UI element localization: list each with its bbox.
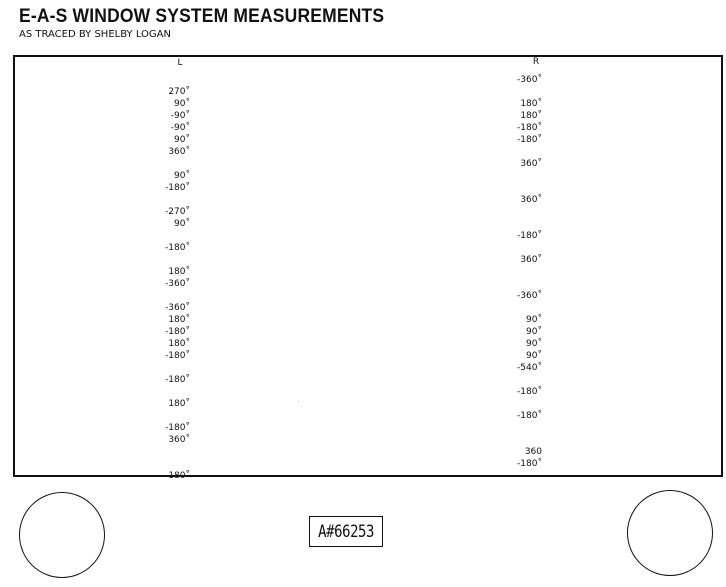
left-measurement: -360˚ bbox=[165, 303, 190, 313]
right-measurement: -180˚ bbox=[517, 387, 542, 397]
left-measurement: 180˚ bbox=[168, 267, 190, 277]
right-measurement: -540˚ bbox=[517, 363, 542, 373]
left-measurement: 180˚ bbox=[168, 315, 190, 325]
left-measurement: 180˚ bbox=[168, 339, 190, 349]
serial-number: A#66253 bbox=[318, 521, 374, 542]
speck-mark bbox=[298, 401, 299, 402]
left-measurement: 90˚ bbox=[174, 135, 190, 145]
right-measurement: 360˚ bbox=[520, 195, 542, 205]
right-measurement: -180˚ bbox=[517, 123, 542, 133]
right-measurement: -180˚ bbox=[517, 411, 542, 421]
right-measurement: 90˚ bbox=[526, 339, 542, 349]
left-wheel-circle bbox=[19, 492, 105, 578]
left-measurement: -180˚ bbox=[165, 243, 190, 253]
right-measurement: -180˚ bbox=[517, 459, 542, 469]
left-column-header: L bbox=[177, 58, 183, 68]
right-wheel-circle bbox=[627, 490, 713, 576]
left-measurement: 180˚ bbox=[168, 399, 190, 409]
right-measurement: 90˚ bbox=[526, 315, 542, 325]
right-measurement: 360˚ bbox=[520, 255, 542, 265]
left-measurement: -180˚ bbox=[165, 327, 190, 337]
left-measurement: 90˚ bbox=[174, 219, 190, 229]
page-subtitle: AS TRACED BY SHELBY LOGAN bbox=[19, 29, 171, 40]
left-measurement: -360˚ bbox=[165, 279, 190, 289]
left-measurement: 180˚ bbox=[168, 471, 190, 481]
right-measurement: -360˚ bbox=[517, 75, 542, 85]
left-measurement: -270˚ bbox=[165, 207, 190, 217]
right-measurement: 360 bbox=[524, 447, 542, 457]
right-measurement: -180˚ bbox=[517, 135, 542, 145]
left-measurement: -90˚ bbox=[170, 111, 190, 121]
window-frame bbox=[13, 55, 723, 477]
left-measurement: -180˚ bbox=[165, 375, 190, 385]
left-measurement: -180˚ bbox=[165, 423, 190, 433]
left-measurement: 360˚ bbox=[168, 147, 190, 157]
right-column-header: R bbox=[532, 57, 540, 67]
left-measurement: 90˚ bbox=[174, 99, 190, 109]
serial-number-box bbox=[309, 516, 383, 547]
right-measurement: -180˚ bbox=[517, 231, 542, 241]
left-measurement: 360˚ bbox=[168, 435, 190, 445]
right-measurement: 360˚ bbox=[520, 159, 542, 169]
right-measurement: 90˚ bbox=[526, 327, 542, 337]
right-measurement: 180˚ bbox=[520, 99, 542, 109]
left-measurement: -180˚ bbox=[165, 183, 190, 193]
left-measurement: -180˚ bbox=[165, 351, 190, 361]
page-title: E-A-S WINDOW SYSTEM MEASUREMENTS bbox=[19, 6, 385, 27]
right-measurement: -360˚ bbox=[517, 291, 542, 301]
right-measurement: 180˚ bbox=[520, 111, 542, 121]
left-measurement: 90˚ bbox=[174, 171, 190, 181]
left-measurement: -90˚ bbox=[170, 123, 190, 133]
right-measurement: 90˚ bbox=[526, 351, 542, 361]
left-measurement: 270˚ bbox=[168, 87, 190, 97]
